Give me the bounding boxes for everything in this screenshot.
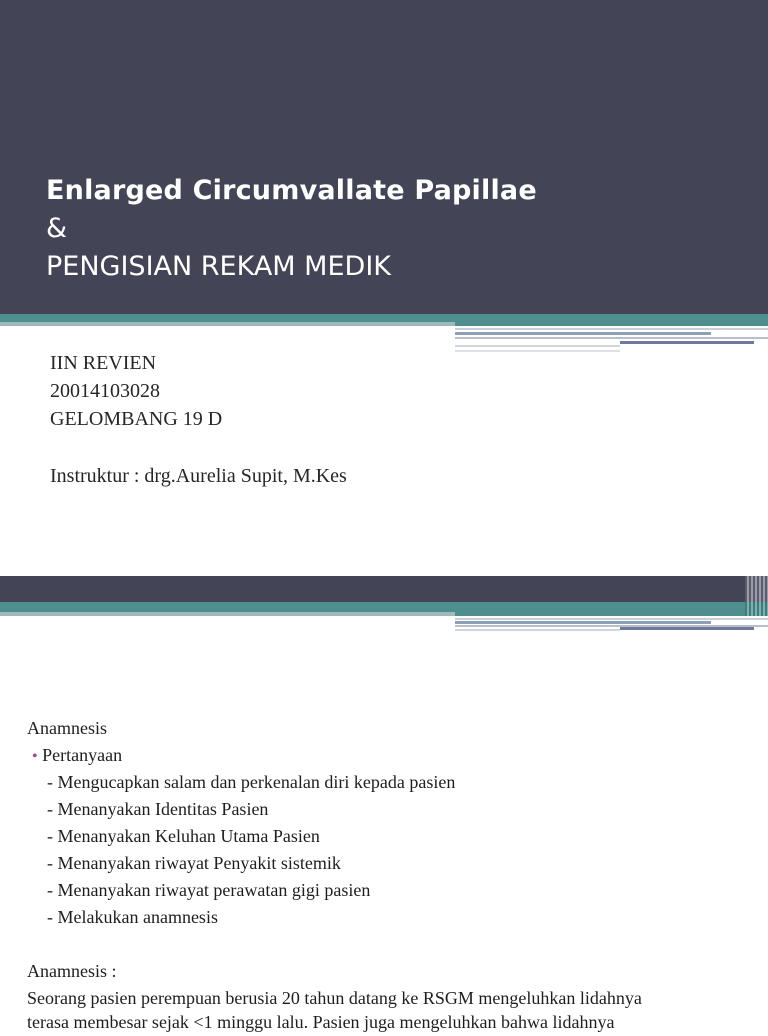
case-text-line: terasa membesar sejak <1 minggu lalu. Pasien juga mengeluhkan bahwa lidahnya <box>27 1012 615 1032</box>
slide-title: Enlarged Circumvallate Papillae <box>46 175 537 206</box>
list-item: - Menanyakan Identitas Pasien <box>47 799 269 819</box>
list-item: - Mengucapkan salam dan perkenalan diri kepada pasien <box>47 772 456 792</box>
list-item: - Melakukan anamnesis <box>47 907 218 927</box>
instructor: Instruktur : drg.Aurelia Supit, M.Kes <box>50 465 347 487</box>
list-item: - Menanyakan riwayat perawatan gigi pasien <box>47 880 371 900</box>
bullet-label: Pertanyaan <box>42 745 123 765</box>
case-heading: Anamnesis : <box>27 961 117 981</box>
slide-subtitle: PENGISIAN REKAM MEDIK <box>46 251 391 282</box>
list-item: - Menanyakan riwayat Penyakit sistemik <box>47 853 341 873</box>
presenter-name: IIN REVIEN <box>50 352 157 374</box>
presenter-student-id: 20014103028 <box>50 380 160 402</box>
slide-title-ampersand: & <box>46 213 68 244</box>
section-heading: Anamnesis <box>27 718 107 738</box>
decorative-stripes <box>0 576 768 632</box>
content-slide <box>0 576 768 1032</box>
bullet-item <box>32 742 122 770</box>
presenter-batch: GELOMBANG 19 D <box>50 408 223 430</box>
list-item: - Menanyakan Keluhan Utama Pasien <box>47 826 320 846</box>
bullet-icon: • <box>32 748 38 765</box>
case-text-line: Seorang pasien perempuan berusia 20 tahun datang ke RSGM mengeluhkan lidahnya <box>27 988 642 1008</box>
decorative-stripes <box>0 314 768 356</box>
